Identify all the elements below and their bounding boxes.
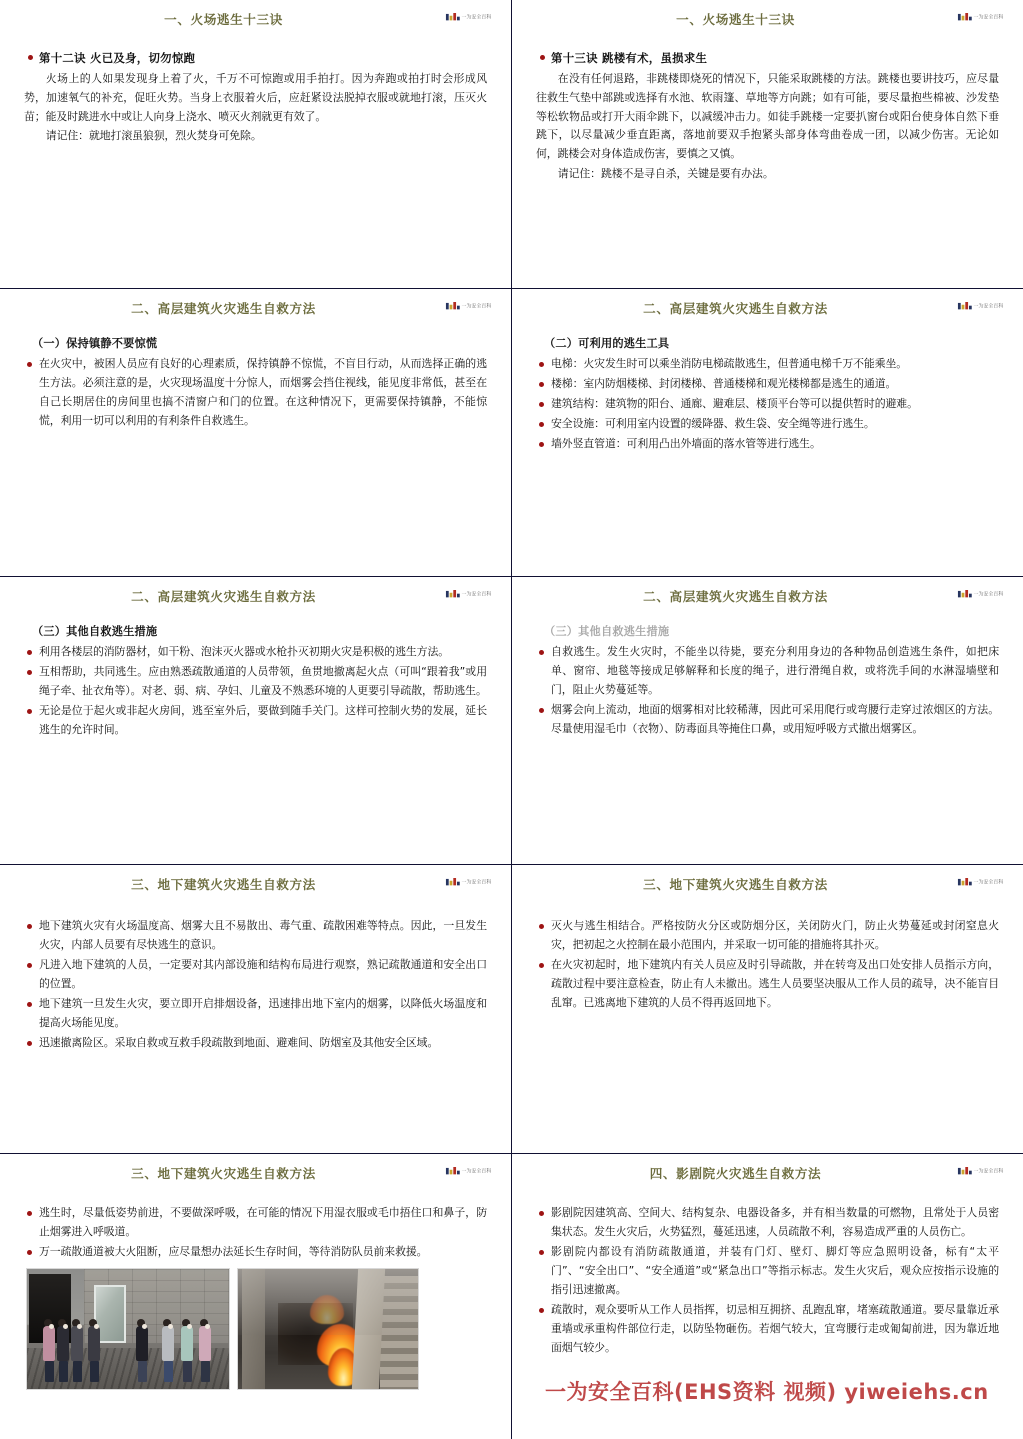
slide-header — [530, 295, 1005, 325]
slide-body — [18, 1190, 493, 1390]
slide-header — [530, 1160, 1005, 1190]
slide-2[interactable] — [512, 0, 1023, 289]
section-subheading-dim: （三）其他自救逃生措施 — [544, 625, 670, 638]
list-item: 无论是位于起火或非起火房间，逃至室外后，要做到随手关门。这样可控制火势的发展，延长逃生的允许时间。 — [24, 702, 487, 740]
list-item: 安全设施：可利用室内设置的缓降器、救生袋、安全绳等进行逃生。 — [536, 415, 999, 434]
slide-title: 三、地下建筑火灾逃生自救方法 — [643, 877, 828, 892]
brand-logo-text: 一为安全百科 — [461, 1168, 491, 1175]
brand-logo-icon — [446, 1167, 491, 1174]
slide-title: 四、影剧院火灾逃生自救方法 — [649, 1166, 822, 1181]
list-item: 地下建筑火灾有火场温度高、烟雾大且不易散出、毒气重、疏散困难等特点。因此，一旦发生火灾，内部人员要有尽快逃生的意识。 — [24, 917, 487, 955]
brand-logo-icon — [958, 1167, 1003, 1174]
slide-title: 二、高层建筑火灾逃生自救方法 — [643, 301, 828, 316]
brand-mark-icon — [958, 13, 972, 20]
bullet-dot-icon — [540, 55, 545, 60]
brand-logo-text: 一为安全百科 — [461, 879, 491, 886]
list-item: 利用各楼层的消防器材，如干粉、泡沫灭火器或水枪扑灭初期火灾是积极的逃生方法。 — [24, 643, 487, 662]
slide-title: 三、地下建筑火灾逃生自救方法 — [131, 1166, 316, 1181]
slide-header — [18, 1160, 493, 1190]
section-subheading: （三）其他自救逃生措施 — [32, 625, 158, 638]
brand-logo-text: 一为安全百科 — [461, 14, 491, 21]
brand-mark-icon — [958, 590, 972, 597]
brand-logo-text: 一为安全百科 — [973, 1168, 1003, 1175]
slide-7[interactable] — [0, 865, 512, 1154]
brand-logo-text: 一为安全百科 — [461, 591, 491, 598]
brand-logo-icon — [446, 590, 491, 597]
slide-body — [530, 901, 1005, 1013]
photo-row — [26, 1268, 487, 1390]
slide-body — [530, 36, 1005, 184]
brand-mark-icon — [446, 13, 460, 20]
slide-body — [18, 36, 493, 146]
slide-title: 一、火场逃生十三诀 — [164, 12, 283, 27]
list-item: 墙外竖直管道：可利用凸出外墙面的落水管等进行逃生。 — [536, 435, 999, 454]
slide-header — [18, 583, 493, 613]
slide-header — [530, 6, 1005, 36]
list-item: 影剧院内都设有消防疏散通道，并装有门灯、壁灯、脚灯等应急照明设备，标有“太平门”、“安全出口”、“安全通道”或“紧急出口”等指示标志。发生火灾后，观众应按指示设施的指引迅速撤离。 — [536, 1243, 999, 1300]
slide-body — [530, 325, 1005, 454]
brand-mark-icon — [958, 1167, 972, 1174]
slide-header — [18, 6, 493, 36]
list-item: 影剧院因建筑高、空间大、结构复杂、电器设备多，并有相当数量的可燃物，且常处于人员密集状态。发生火灾后，火势猛烈，蔓延迅速，人员疏散不利，容易造成严重的人员伤亡。 — [536, 1204, 999, 1242]
brand-logo-icon — [446, 878, 491, 885]
list-item: 楼梯：室内防烟楼梯、封闭楼梯、普通楼梯和观光楼梯都是逃生的通道。 — [536, 375, 999, 394]
bullet-list — [536, 643, 999, 739]
slide-header — [530, 871, 1005, 901]
evacuation-drill-photo — [26, 1268, 230, 1390]
bullet-list — [536, 917, 999, 1013]
list-item: 迅速撤离险区。采取自救或互救手段疏散到地面、避难间、防烟室及其他安全区域。 — [24, 1034, 487, 1053]
brand-logo-text: 一为安全百科 — [973, 303, 1003, 310]
slide-title: 二、高层建筑火灾逃生自救方法 — [131, 301, 316, 316]
bullet-list — [536, 355, 999, 454]
list-item: 在火灾中，被困人员应有良好的心理素质，保持镇静不惊慌，不盲目行动，从而选择正确的逃生方法。必须注意的是，火灾现场温度十分惊人，而烟雾会挡住视线，能见度非常低，甚至在自己长期居住的房间里也搞不清窗户和门的位置。在这种情况下，更需要保持镇静，不能惊慌，利用一切可以利用的有利条件自救逃生。 — [24, 355, 487, 431]
slide-header — [530, 583, 1005, 613]
brand-logo-text: 一为安全百科 — [973, 14, 1003, 21]
section-subheading: （二）可利用的逃生工具 — [544, 337, 670, 350]
slide-6[interactable] — [512, 577, 1023, 865]
list-item: 地下建筑一旦发生火灾，要立即开启排烟设备，迅速排出地下室内的烟雾，以降低火场温度和提高火场能见度。 — [24, 995, 487, 1033]
brand-mark-icon — [958, 302, 972, 309]
site-watermark: 一为安全百科(EHS资料 视频) yiweiehs.cn — [545, 1380, 989, 1404]
brand-mark-icon — [446, 302, 460, 309]
bullet-dot-icon — [28, 55, 33, 60]
slide-1[interactable] — [0, 0, 512, 289]
list-item: 自救逃生。发生火灾时，不能坐以待毙，要充分利用身边的各种物品创造逃生条件，如把床单、窗帘、地毯等接成足够解释和长度的绳子，进行滑绳自救，或将洗手间的水淋湿墙壁和门，阻止火势蔓延等。 — [536, 643, 999, 700]
slide-header — [18, 871, 493, 901]
bullet-list — [536, 1204, 999, 1358]
brand-mark-icon — [446, 590, 460, 597]
slide-5[interactable] — [0, 577, 512, 865]
paragraph: 在没有任何退路，非跳楼即烧死的情况下，只能采取跳楼的方法。跳楼也要讲技巧，应尽量往救生气垫中部跳或选择有水池、软雨篷、草地等方向跳；如有可能，要尽量抱些棉被、沙发垫等松软物品或打开大雨伞跳下，以减缓冲击力。如徒手跳楼一定要扒窗台或阳台使身体自然下垂跳下，以尽量减少垂直距离，落地前要双手抱紧头部身体弯曲卷成一团，以减少伤害。无论如何，跳楼会对身体造成伤害，要慎之又慎。 — [536, 72, 999, 160]
section-subheading: （一）保持镇静不要惊慌 — [32, 337, 158, 350]
slide-body — [18, 613, 493, 740]
brand-logo-text: 一为安全百科 — [461, 303, 491, 310]
slide-9[interactable] — [0, 1154, 512, 1439]
headline-text: 第十二诀 火已及身，切勿惊跑 — [39, 51, 196, 65]
brand-logo-icon — [958, 878, 1003, 885]
list-item: 万一疏散通道被大火阻断，应尽量想办法延长生存时间，等待消防队员前来救援。 — [24, 1243, 487, 1262]
slide-title: 二、高层建筑火灾逃生自救方法 — [643, 589, 828, 604]
brand-logo-text: 一为安全百科 — [973, 591, 1003, 598]
slide-8[interactable] — [512, 865, 1023, 1154]
list-item: 电梯：火灾发生时可以乘坐消防电梯疏散逃生，但普通电梯千万不能乘坐。 — [536, 355, 999, 374]
slide-body — [530, 1190, 1005, 1358]
slide-body — [530, 613, 1005, 739]
list-item: 建筑结构：建筑物的阳台、通廊、避难层、楼顶平台等可以提供暂时的避难。 — [536, 395, 999, 414]
slide-headline — [540, 50, 999, 66]
list-item: 凡进入地下建筑的人员，一定要对其内部设施和结构布局进行观察，熟记疏散通道和安全出口的位置。 — [24, 956, 487, 994]
list-item: 逃生时，尽量低姿势前进，不要做深呼吸，在可能的情况下用湿衣服或毛巾捂住口和鼻子，防止烟雾进入呼吸道。 — [24, 1204, 487, 1242]
list-item: 互相帮助，共同逃生。应由熟悉疏散通道的人员带领，鱼贯地撤离起火点（可叫“跟着我”或用绳子牵、扯衣角等）。对老、弱、病、孕妇、儿童及不熟悉环境的人更要引导疏散，帮助逃生。 — [24, 663, 487, 701]
paragraph: 请记住：跳楼不是寻自杀，关键是要有办法。 — [557, 166, 774, 180]
slide-body — [18, 901, 493, 1053]
slide-title: 一、火场逃生十三诀 — [676, 12, 795, 27]
bullet-list — [24, 1204, 487, 1262]
brand-mark-icon — [446, 1167, 460, 1174]
slide-title: 三、地下建筑火灾逃生自救方法 — [131, 877, 316, 892]
bullet-list — [24, 643, 487, 740]
slide-10[interactable] — [512, 1154, 1023, 1439]
bullet-list — [24, 355, 487, 431]
list-item: 烟雾会向上流动，地面的烟雾相对比较稀薄，因此可采用爬行或弯腰行走穿过浓烟区的方法。尽量使用湿毛巾（衣物）、防毒面具等掩住口鼻，或用短呼吸方式撤出烟雾区。 — [536, 701, 999, 739]
paragraph: 火场上的人如果发现身上着了火，千万不可惊跑或用手拍打。因为奔跑或拍打时会形成风势，加速氧气的补充，促旺火势。当身上衣服着火后，应赶紧设法脱掉衣服或就地打滚，压灭火苗；能及时跳进水中或让人向身上浇水、喷灭火剂就更有效了。 — [24, 72, 487, 123]
slide-4[interactable] — [512, 289, 1023, 577]
brand-logo-icon — [446, 302, 491, 309]
burning-room-photo — [237, 1268, 419, 1390]
brand-mark-icon — [446, 878, 460, 885]
list-item: 灭火与逃生相结合。严格按防火分区或防烟分区，关闭防火门，防止火势蔓延或封闭窒息火灾，把初起之火控制在最小范围内，并采取一切可能的措施将其扑灭。 — [536, 917, 999, 955]
slide-title: 二、高层建筑火灾逃生自救方法 — [131, 589, 316, 604]
headline-text: 第十三诀 跳楼有术，虽损求生 — [551, 51, 708, 65]
list-item: 在火灾初起时，地下建筑内有关人员应及时引导疏散，并在转弯及出口处安排人员指示方向，疏散过程中要注意检查，防止有人未撤出。逃生人员要坚决服从工作人员的疏导，决不能盲目乱窜。已逃离地下建筑的人员不得再返回地下。 — [536, 956, 999, 1013]
slide-headline — [28, 50, 487, 66]
brand-logo-icon — [958, 590, 1003, 597]
bullet-list — [24, 917, 487, 1053]
brand-logo-icon — [958, 13, 1003, 20]
brand-logo-icon — [446, 13, 491, 20]
slide-header — [18, 295, 493, 325]
brand-logo-icon — [958, 302, 1003, 309]
paragraph: 请记住：就地打滚虽狼狈，烈火焚身可免除。 — [45, 129, 262, 143]
slide-body — [18, 325, 493, 431]
slide-3[interactable] — [0, 289, 512, 577]
list-item: 疏散时，观众要听从工作人员指挥，切忌相互拥挤、乱跑乱窜，堵塞疏散通道。要尽量靠近承重墙或承重构件部位行走，以防坠物砸伤。若烟气较大，宜弯腰行走或匍匐前进，因为靠近地面烟气较少。 — [536, 1301, 999, 1358]
brand-logo-text: 一为安全百科 — [973, 879, 1003, 886]
brand-mark-icon — [958, 878, 972, 885]
